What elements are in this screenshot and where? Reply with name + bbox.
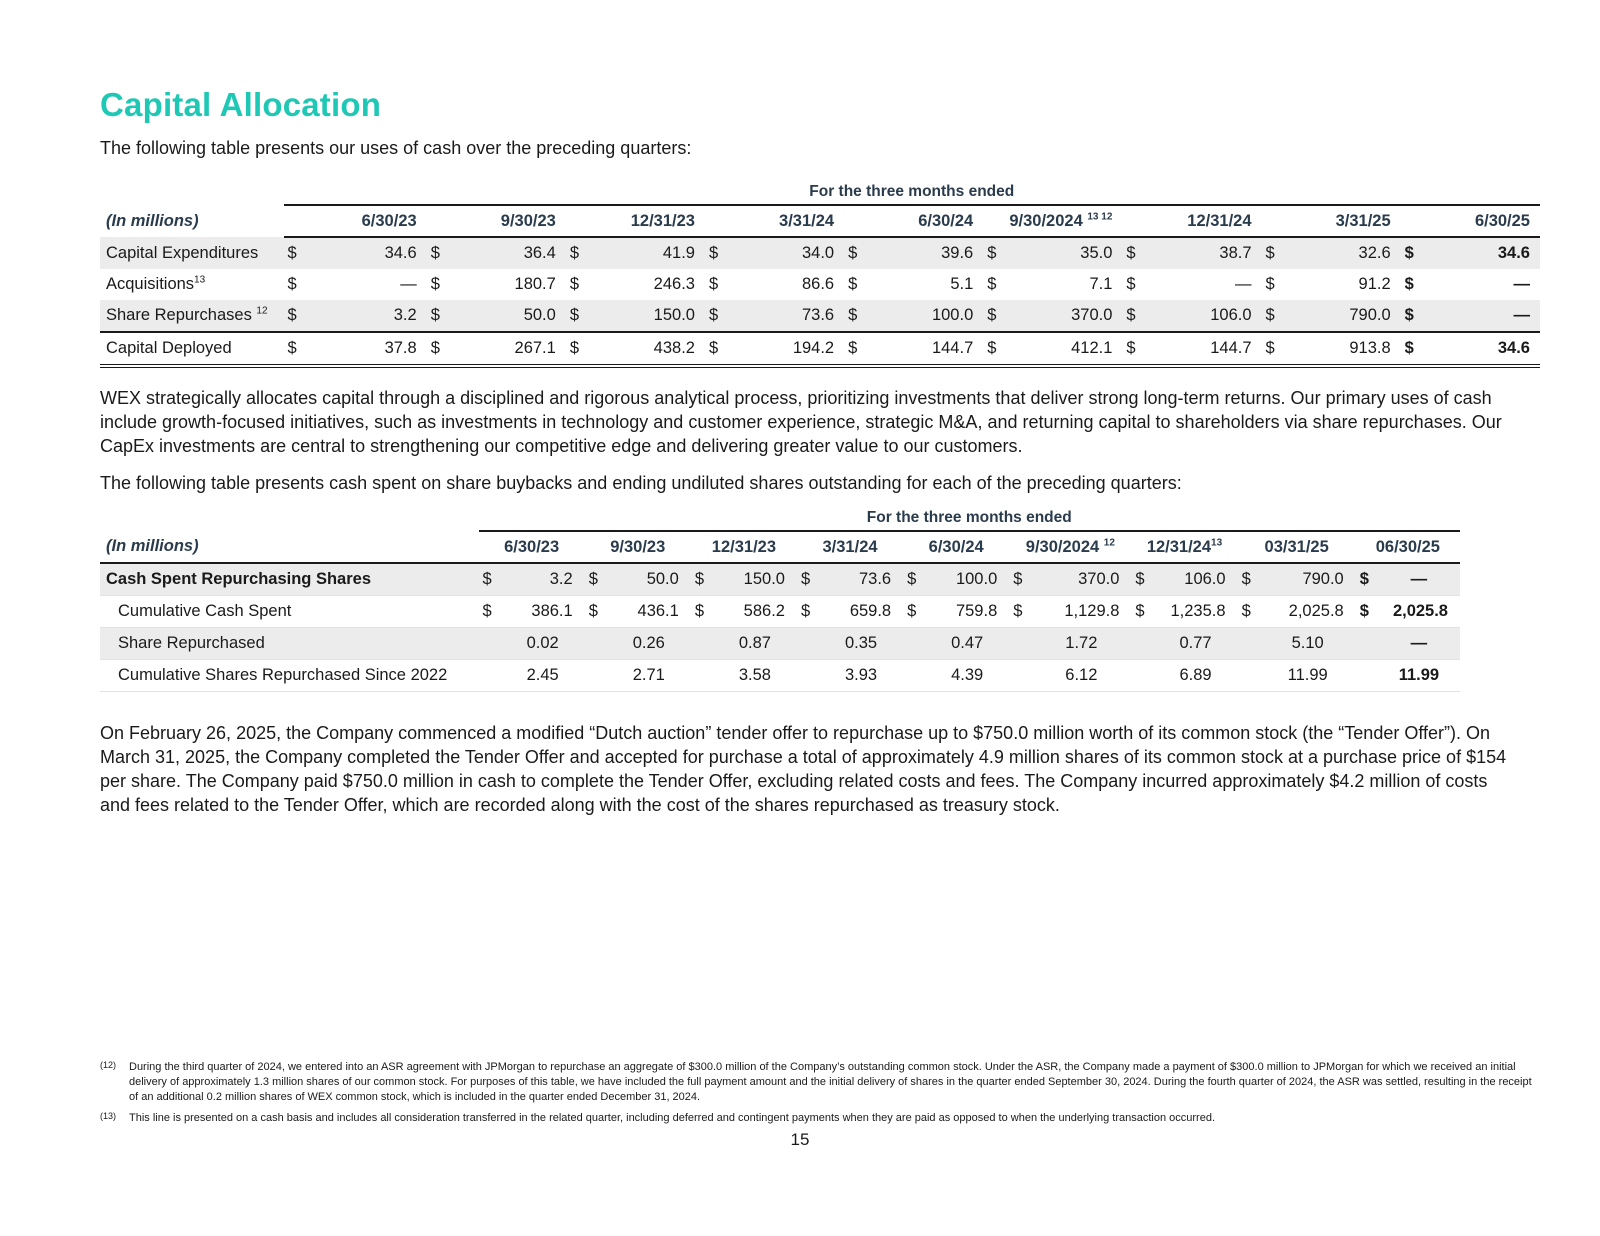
- currency-symbol: $: [1238, 563, 1260, 596]
- table-cell: 436.1: [607, 596, 691, 628]
- spacer-cell: [903, 660, 925, 692]
- table-cell: 1,235.8: [1153, 596, 1237, 628]
- footnote-text: This line is presented on a cash basis and includes all consideration transferred in the related quarter, including deferred and contingent payments when they are paid as opposed to when the underlying transaction occurred.: [129, 1112, 1216, 1124]
- table-cell: 35.0: [1007, 237, 1122, 269]
- row-label-text: Share Repurchases: [106, 306, 257, 324]
- currency-symbol: $: [1009, 563, 1031, 596]
- table-cell: 6.89: [1153, 660, 1237, 692]
- table-cell: 34.6: [308, 237, 427, 269]
- table-cell: —: [400, 275, 417, 293]
- table-cell: —: [1425, 300, 1540, 332]
- table-cell: 1.72: [1031, 628, 1131, 660]
- currency-symbol: $: [1238, 596, 1260, 628]
- table-cell: 150.0: [590, 300, 705, 332]
- currency-symbol: $: [1401, 237, 1425, 269]
- table-cell: 144.7: [1147, 332, 1262, 366]
- currency-symbol: $: [903, 563, 925, 596]
- table-cell: 73.6: [729, 300, 844, 332]
- currency-symbol: $: [1265, 275, 1275, 293]
- column-header-with-note: [1009, 531, 1131, 563]
- spacer-cell: [1131, 660, 1153, 692]
- spacer-cell: [1238, 628, 1260, 660]
- currency-symbol: $: [983, 300, 1007, 332]
- column-header: 12/31/23: [691, 531, 797, 563]
- table-cell: 41.9: [590, 237, 705, 269]
- table-cell: 0.35: [819, 628, 903, 660]
- column-header: 9/30/2024: [1025, 537, 1100, 556]
- capital-allocation-table: [100, 180, 1540, 368]
- currency-symbol: $: [844, 237, 868, 269]
- table-cell: 36.4: [451, 237, 566, 269]
- page-title: Capital Allocation: [100, 86, 382, 123]
- spacer-cell: [585, 660, 607, 692]
- row-label: [100, 237, 284, 269]
- spacer-cell: [691, 628, 713, 660]
- spacer-cell: [479, 628, 501, 660]
- currency-symbol: $: [1131, 596, 1153, 628]
- table-cell: 0.87: [713, 628, 797, 660]
- column-header: 03/31/25: [1238, 531, 1356, 563]
- table1-unit-label: (In millions): [106, 211, 199, 230]
- currency-symbol: $: [479, 596, 501, 628]
- row-label-text: Capital Expenditures: [106, 243, 259, 262]
- table2-header-row: [100, 531, 1460, 563]
- column-header: 3/31/25: [1262, 205, 1401, 237]
- table-cell: 73.6: [819, 563, 903, 596]
- currency-symbol: $: [284, 332, 308, 366]
- column-header: 12/31/24: [1146, 537, 1212, 556]
- table-row: [100, 563, 1460, 596]
- currency-symbol: $: [569, 275, 580, 293]
- currency-symbol: $: [705, 237, 729, 269]
- table-cell: 194.2: [729, 332, 844, 366]
- spacer-cell: [1131, 628, 1153, 660]
- table-cell: 438.2: [590, 332, 705, 366]
- table-row: [100, 596, 1460, 628]
- currency-symbol: $: [566, 300, 590, 332]
- table-cell: 759.8: [925, 596, 1009, 628]
- table-cell: 267.1: [451, 332, 566, 366]
- column-header: 6/30/25: [1401, 205, 1540, 237]
- table-cell: —: [1378, 563, 1460, 596]
- currency-symbol: $: [427, 332, 451, 366]
- table-cell: 3.2: [308, 300, 427, 332]
- table-cell: 180.7: [514, 275, 556, 293]
- footnote-ref: 13: [1211, 537, 1223, 548]
- currency-symbol: $: [691, 563, 713, 596]
- footnote-marker: (13): [100, 1111, 117, 1121]
- row-label-text: Capital Deployed: [106, 339, 232, 357]
- table-cell: 34.0: [729, 237, 844, 269]
- currency-symbol: $: [1404, 275, 1414, 293]
- row-label: Cumulative Shares Repurchased Since 2022: [100, 660, 479, 692]
- table-cell: —: [1513, 275, 1530, 293]
- table-cell: 2.45: [501, 660, 585, 692]
- table-cell: 246.3: [653, 275, 695, 293]
- table-cell: 386.1: [501, 596, 585, 628]
- currency-symbol: $: [844, 332, 868, 366]
- table-cell: —: [1378, 628, 1460, 660]
- table-cell: 586.2: [713, 596, 797, 628]
- table-row: [100, 628, 1460, 660]
- currency-symbol: $: [983, 237, 1007, 269]
- currency-symbol: $: [1009, 596, 1031, 628]
- spacer-cell: [797, 660, 819, 692]
- table1-header-row: [100, 205, 1540, 237]
- table-cell: 0.02: [501, 628, 585, 660]
- column-header-with-note: [983, 205, 1122, 237]
- currency-symbol: $: [1122, 237, 1146, 269]
- table-cell: 790.0: [1286, 300, 1401, 332]
- column-header: 6/30/23: [479, 531, 585, 563]
- table-cell: 3.2: [501, 563, 585, 596]
- currency-symbol: $: [1122, 332, 1146, 366]
- column-header: 6/30/24: [844, 205, 983, 237]
- table-cell: 32.6: [1286, 237, 1401, 269]
- table-cell: 34.6: [1425, 332, 1540, 366]
- row-label: [100, 332, 284, 366]
- table-row: [100, 300, 1540, 332]
- column-header: 9/30/2024: [1009, 211, 1083, 230]
- currency-symbol: $: [585, 563, 607, 596]
- column-header: 9/30/23: [585, 531, 691, 563]
- table1-group-header: For the three months ended: [284, 180, 1540, 205]
- spacer-cell: [585, 628, 607, 660]
- column-header-with-note: [1131, 531, 1237, 563]
- table-cell: 5.1: [950, 275, 974, 293]
- currency-symbol: $: [284, 300, 308, 332]
- spacer-cell: [903, 628, 925, 660]
- currency-symbol: $: [1262, 300, 1286, 332]
- table-cell: 0.77: [1153, 628, 1237, 660]
- column-header: 6/30/24: [903, 531, 1009, 563]
- table-row: [100, 269, 1540, 300]
- spacer-cell: [1009, 628, 1031, 660]
- footnote-ref: 12: [256, 305, 268, 317]
- table-cell: 913.8: [1286, 332, 1401, 366]
- row-label: Share Repurchased: [100, 628, 479, 660]
- table2-group-header: For the three months ended: [479, 506, 1460, 531]
- footnote-ref: 13 12: [1087, 211, 1113, 222]
- page-number: 15: [790, 1130, 810, 1149]
- table-row: [100, 332, 1540, 366]
- column-header: 12/31/24: [1122, 205, 1261, 237]
- footnote-marker: (12): [100, 1060, 117, 1070]
- table-cell: 0.26: [607, 628, 691, 660]
- table-cell: 412.1: [1007, 332, 1122, 366]
- currency-symbol: $: [705, 300, 729, 332]
- footnote-12: [100, 1060, 1540, 1105]
- currency-symbol: $: [848, 275, 858, 293]
- column-header: 3/31/24: [797, 531, 903, 563]
- tender-offer-description: On February 26, 2025, the Company commenced a modified “Dutch auction” tender offer to repurchase up to $750.0 million worth of its common stock (the “Tender Offer”). On March 31, 2025, the Company completed the Tender Offer and accepted for purchase a total of approximately 4.9 million shares of its common stock at a purchase price of $154 per share. The Company paid $750.0 million in cash to complete the Tender Offer, excluding related costs and fees. The Company incurred approximately $4.2 million of costs and fees related to the Tender Offer, which are recorded along with the cost of the shares repurchased as treasury stock.: [100, 723, 1507, 815]
- currency-symbol: $: [705, 332, 729, 366]
- table-cell: 11.99: [1378, 660, 1460, 692]
- table-cell: 91.2: [1358, 275, 1391, 293]
- currency-symbol: $: [987, 275, 997, 293]
- currency-symbol: $: [1401, 332, 1425, 366]
- footnote-text: During the third quarter of 2024, we entered into an ASR agreement with JPMorgan to repurchase an aggregate of $300.0 million of the Company’s outstanding common stock. Under the ASR, the Company made a payment of $300.0 million to JPMorgan for which we received an initial delivery of approximately 1.3 million shares of our common stock. For purposes of this table, we have included the full payment amount and the initial delivery of shares in the quarter ended September 30, 2024. During the fourth quarter of 2024, the ASR was settled, resulting in the receipt of an additional 0.2 million shares of WEX common stock, which is included in the quarter ended December 31, 2024.: [129, 1061, 1532, 1103]
- currency-symbol: $: [427, 237, 451, 269]
- table-cell: 86.6: [801, 275, 835, 293]
- currency-symbol: $: [1356, 563, 1378, 596]
- currency-symbol: $: [1131, 563, 1153, 596]
- table-cell: 1,129.8: [1031, 596, 1131, 628]
- table-cell: 790.0: [1260, 563, 1356, 596]
- table-cell: 34.6: [1425, 237, 1540, 269]
- column-header: 06/30/25: [1356, 531, 1460, 563]
- currency-symbol: $: [1262, 237, 1286, 269]
- currency-symbol: $: [797, 563, 819, 596]
- table1-intro: The following table presents our uses of cash over the preceding quarters:: [100, 138, 692, 158]
- table-cell: 106.0: [1153, 563, 1237, 596]
- currency-symbol: $: [427, 300, 451, 332]
- spacer-cell: [1238, 660, 1260, 692]
- column-header: 9/30/23: [427, 205, 566, 237]
- spacer-cell: [691, 660, 713, 692]
- currency-symbol: $: [1122, 300, 1146, 332]
- table2-unit-label: (In millions): [100, 531, 479, 563]
- table-cell: 370.0: [1007, 300, 1122, 332]
- column-header: 12/31/23: [566, 205, 705, 237]
- capital-allocation-description: WEX strategically allocates capital through a disciplined and rigorous analytical process, prioritizing investments that deliver strong long-term returns. Our primary uses of cash include growth-focused initiatives, such as investments in technology and customer experience, strategic M&A, and returning capital to shareholders via share repurchases. Our CapEx investments are central to strengthening our competitive edge and delivering greater value to our customers.: [100, 388, 1502, 456]
- table-cell: 11.99: [1260, 660, 1356, 692]
- table-cell: 39.6: [868, 237, 983, 269]
- table2-intro: The following table presents cash spent on share buybacks and ending undiluted shares outstanding for each of the preceding quarters:: [100, 473, 1182, 493]
- table-cell: 37.8: [308, 332, 427, 366]
- table-cell: 7.1: [1089, 275, 1113, 293]
- table-cell: 100.0: [868, 300, 983, 332]
- row-label: [100, 269, 284, 300]
- table-cell: 659.8: [819, 596, 903, 628]
- currency-symbol: $: [1126, 275, 1136, 293]
- row-label: Cash Spent Repurchasing Shares: [100, 563, 479, 596]
- currency-symbol: $: [585, 596, 607, 628]
- row-label-text: Acquisitions: [106, 275, 195, 293]
- spacer-cell: [479, 660, 501, 692]
- row-label: [100, 300, 284, 332]
- table-cell: —: [1235, 275, 1252, 293]
- spacer-cell: [797, 628, 819, 660]
- table-cell: 106.0: [1147, 300, 1262, 332]
- table-cell: 100.0: [925, 563, 1009, 596]
- table-cell: 144.7: [868, 332, 983, 366]
- footnote-ref: 13: [194, 274, 206, 286]
- row-label: Cumulative Cash Spent: [100, 596, 479, 628]
- table-cell: 50.0: [451, 300, 566, 332]
- footnote-ref: 12: [1103, 537, 1115, 548]
- footnote-13: [100, 1111, 1540, 1126]
- table-cell: 0.47: [925, 628, 1009, 660]
- currency-symbol: $: [1262, 332, 1286, 366]
- table-cell: 2.71: [607, 660, 691, 692]
- currency-symbol: $: [287, 275, 297, 293]
- table-row: [100, 660, 1460, 692]
- table-cell: 2,025.8: [1260, 596, 1356, 628]
- currency-symbol: $: [566, 332, 590, 366]
- table-cell: 2,025.8: [1378, 596, 1460, 628]
- spacer-cell: [1009, 660, 1031, 692]
- currency-symbol: $: [1356, 596, 1378, 628]
- table-cell: 3.58: [713, 660, 797, 692]
- spacer-cell: [1356, 660, 1378, 692]
- table-cell: 50.0: [607, 563, 691, 596]
- currency-symbol: $: [983, 332, 1007, 366]
- currency-symbol: $: [691, 596, 713, 628]
- currency-symbol: $: [284, 237, 308, 269]
- column-header: 6/30/23: [284, 205, 427, 237]
- table-cell: 150.0: [713, 563, 797, 596]
- table-row: [100, 237, 1540, 269]
- currency-symbol: $: [1401, 300, 1425, 332]
- currency-symbol: $: [903, 596, 925, 628]
- table-cell: 5.10: [1260, 628, 1356, 660]
- spacer-cell: [1356, 628, 1378, 660]
- table-cell: 370.0: [1031, 563, 1131, 596]
- table-cell: 6.12: [1031, 660, 1131, 692]
- currency-symbol: $: [844, 300, 868, 332]
- table-cell: 38.7: [1147, 237, 1262, 269]
- table-cell: 4.39: [925, 660, 1009, 692]
- currency-symbol: $: [566, 237, 590, 269]
- currency-symbol: $: [479, 563, 501, 596]
- currency-symbol: $: [708, 275, 719, 293]
- currency-symbol: $: [430, 275, 440, 293]
- currency-symbol: $: [797, 596, 819, 628]
- column-header: 3/31/24: [705, 205, 844, 237]
- share-buyback-table: [100, 506, 1460, 692]
- table-cell: 3.93: [819, 660, 903, 692]
